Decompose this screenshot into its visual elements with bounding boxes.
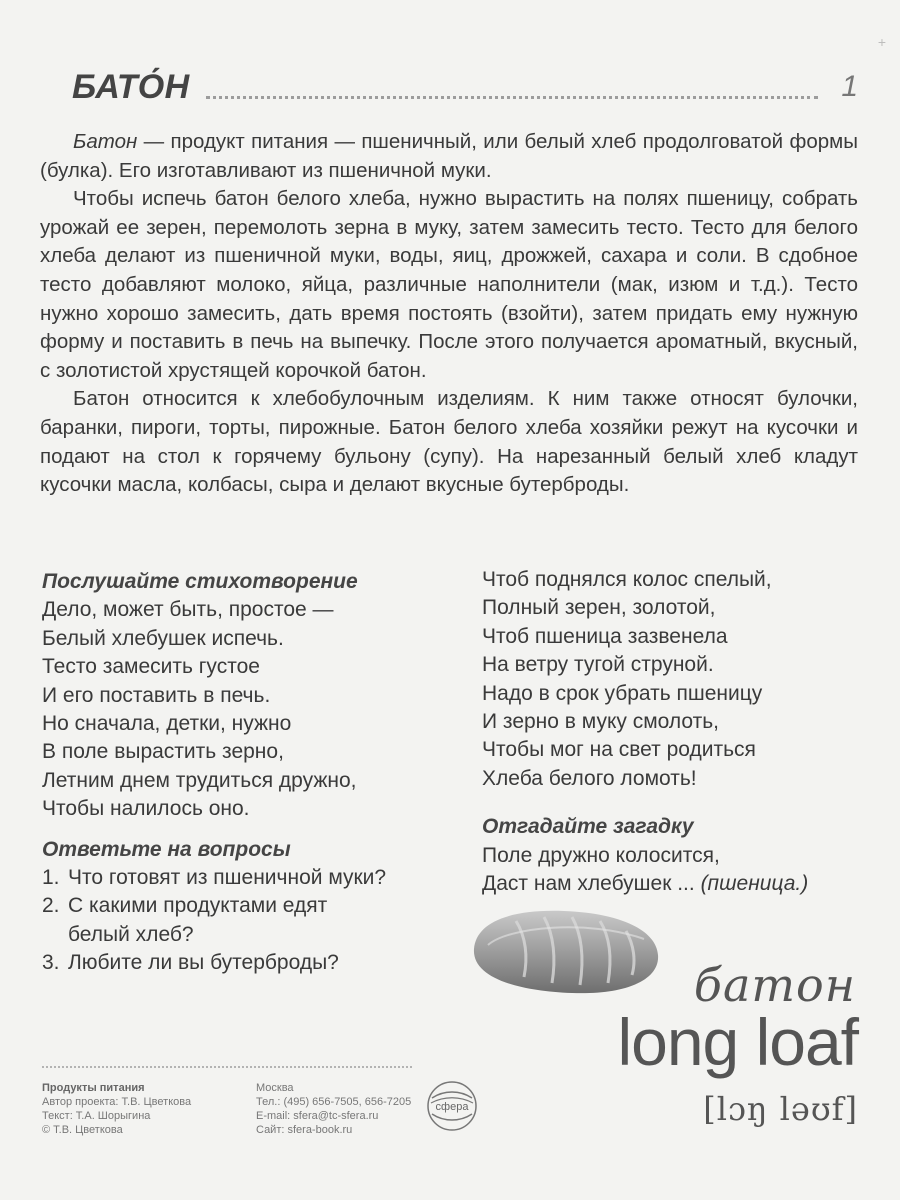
bread-loaf-image [468, 905, 664, 997]
poem-line: Дело, может быть, простое — [42, 598, 334, 622]
footer-site: Сайт: sfera-book.ru [256, 1124, 353, 1136]
footer-author: Автор проекта: Т.В. Цветкова [42, 1096, 192, 1108]
poem-title: Послушайте стихотворение [42, 570, 358, 593]
footer-phone: Тел.: (495) 656-7505, 656-7205 [256, 1096, 412, 1108]
question-number: 1. [42, 866, 60, 890]
poem-line: Летним днем трудиться дружно, [42, 768, 357, 792]
title-dotted-leader [206, 96, 818, 99]
question-text: Любите ли вы бутерброды? [68, 951, 339, 975]
footer-copyright: © Т.В. Цветкова [42, 1124, 123, 1136]
left-column [42, 568, 452, 978]
poem-line: Чтобы налилось оно. [42, 797, 250, 821]
paragraph-text: — продукт питания — пшеничный, или белый хлеб продолговатой формы (булка). Его изготавливают из пшеничной муки. [40, 130, 858, 182]
paragraph-text: Батон относится к хлебобулочным изделиям. К ним также относят булочки, баранки, пироги, торты, пирожные. Батон белого хлеба хозяйки режут на кусочки и подают на стол к горячему бульону (супу). На нарезанный белый хлеб кладут кусочки масла, колбасы, сыра и делают вкусные бутерброды. [40, 387, 858, 497]
article-text [40, 128, 858, 500]
poem-line: Чтобы мог на свет родиться [482, 738, 756, 762]
paragraph-2 [40, 185, 858, 385]
poem-line: Чтоб пшеница зазвенела [482, 624, 728, 648]
footer-email: E-mail: sfera@tc-sfera.ru [256, 1110, 379, 1122]
riddle-text: Даст нам хлебушек ... [482, 872, 695, 896]
paragraph-text: Чтобы испечь батон белого хлеба, нужно вырастить на полях пшеницу, собрать урожай ее зерен, перемолоть зерна в муку, затем замесить тесто. Тесто для белого хлеба делают из пшеничной муки, воды, яиц, дрожжей, сахара и соли. В сдобное тесто добавляют молоко, яйца, различные наполнители (мак, изюм и т.д.). Тесто нужно хорошо замесить, дать время постоять (взойти), затем придать ему нужную форму и поставить в печь на выпечку. После этого получается ароматный, вкусный, с золотистой хрустящей корочкой батон. [40, 187, 858, 382]
footer-series: Продукты питания [42, 1082, 145, 1094]
poem-line: Белый хлебушек испечь. [42, 626, 284, 650]
poem-line: Тесто замесить густое [42, 655, 260, 679]
riddle-line: Поле дружно колосится, [482, 843, 720, 867]
logo-text: сфера [435, 1101, 469, 1113]
poem-line: Надо в срок убрать пшеницу [482, 681, 763, 705]
transcription: [lɔŋ ləʊf] [703, 1090, 858, 1128]
poem-line: В поле вырастить зерно, [42, 740, 284, 764]
question-text: С какими продуктами едят белый хлеб? [68, 894, 328, 946]
questions-title: Ответьте на вопросы [42, 837, 291, 861]
footer-contacts [256, 1081, 411, 1137]
paragraph-3 [40, 385, 858, 499]
footer-credits [42, 1081, 191, 1137]
poem-line: Чтоб поднялся колос спелый, [482, 568, 772, 591]
page-header [72, 68, 862, 112]
paragraph-1 [40, 128, 858, 185]
lead-word: Батон [73, 130, 138, 153]
sfera-logo [426, 1080, 478, 1132]
riddle-line [482, 870, 882, 898]
riddle-answer: (пшеница.) [700, 872, 809, 896]
russian-word-script: батон [693, 958, 856, 1012]
question-item [42, 864, 452, 892]
footer-divider [42, 1066, 412, 1068]
corner-mark: + [877, 34, 886, 50]
right-column [482, 566, 882, 898]
poem-line: И зерно в муку смолоть, [482, 710, 719, 734]
question-number: 2. [42, 894, 60, 918]
english-word: long loaf [617, 1005, 858, 1079]
poem-line: Но сначала, детки, нужно [42, 712, 292, 736]
question-text: Что готовят из пшеничной муки? [68, 866, 387, 890]
question-item [42, 949, 452, 977]
riddle-title: Отгадайте загадку [482, 815, 694, 839]
poem-line: На ветру тугой струной. [482, 653, 714, 677]
poem-line: Хлеба белого ломоть! [482, 766, 697, 790]
page-number: 1 [841, 70, 858, 103]
question-item [42, 892, 372, 949]
poem-line: И его поставить в печь. [42, 683, 271, 707]
page-title: БАТО́Н [72, 68, 190, 106]
footer-text-by: Текст: Т.А. Шорыгина [42, 1110, 151, 1122]
question-number: 3. [42, 951, 60, 975]
poem-line: Полный зерен, золотой, [482, 596, 716, 620]
footer-city: Москва [256, 1082, 294, 1094]
